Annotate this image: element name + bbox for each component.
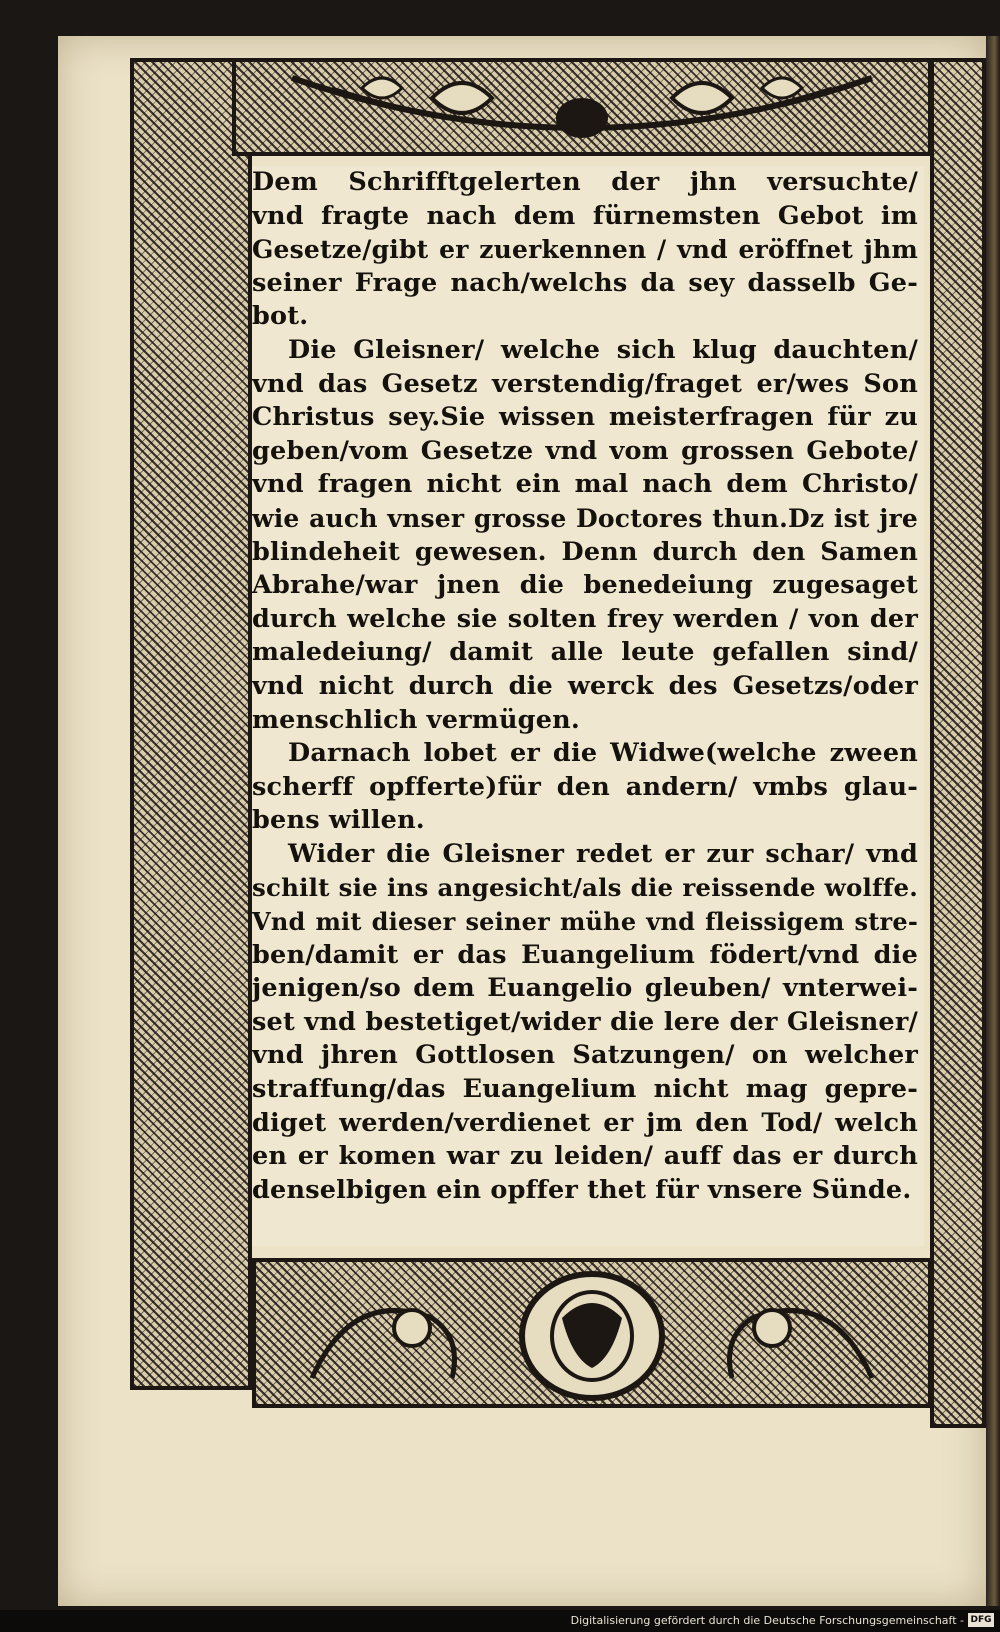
text-line: diget werden/verdienet er jm den Tod/ welch xyxy=(252,1107,918,1138)
text-line: Die Gleisner/ welche sich klug dauchten/ xyxy=(288,334,918,365)
text-line: maledeiung/ damit alle leute gefallen sind/ xyxy=(252,637,918,668)
digitization-credit: Digitalisierung gefördert durch die Deutsche Forschungsgemeinschaft - xyxy=(570,1614,964,1627)
text-line: scherff opfferte)für den andern/ vmbs glau- xyxy=(252,771,918,802)
text-line: menschlich vermügen. xyxy=(252,704,580,735)
text-line: vnd fragte nach dem fürnemsten Gebot im xyxy=(252,200,918,231)
text-column xyxy=(252,166,924,1246)
text-line: en er komen war zu leiden/ auff das er durch xyxy=(252,1141,918,1172)
text-line: Vnd mit dieser seiner mühe vnd fleissigem stre- xyxy=(252,907,918,937)
woodcut-border-right xyxy=(930,58,986,1428)
text-line: denselbigen ein opffer thet für vnsere Sünde. xyxy=(252,1174,912,1205)
text-line: durch welche sie solten frey werden / von der xyxy=(252,603,918,634)
text-line: bens willen. xyxy=(252,805,425,836)
text-line: schilt sie ins angesicht/als die reissende wolffe. xyxy=(252,873,918,903)
text-line: straffung/das Euangelium nicht mag gepre- xyxy=(252,1074,918,1105)
text-line: Darnach lobet er die Widwe(welche zween xyxy=(288,738,918,769)
text-line: Christus sey.Sie wissen meisterfragen für zu xyxy=(252,402,918,433)
text-line: ben/damit er das Euangelium födert/vnd die xyxy=(252,939,918,970)
woodcut-border-left xyxy=(130,58,252,1390)
bottom-ornament-illustration xyxy=(252,1258,932,1408)
text-line: seiner Frage nach/welchs da sey dasselb Ge- xyxy=(252,267,918,298)
text-line: blindeheit gewesen. Denn durch den Samen xyxy=(252,536,918,567)
text-line: Dem Schrifftgelerten der jhn versuchte/ xyxy=(252,167,918,197)
text-line: Wider die Gleisner redet er zur schar/ vnd xyxy=(288,838,918,869)
text-line: vnd jhren Gottlosen Satzungen/ on welcher xyxy=(252,1040,918,1071)
page-edge xyxy=(986,36,1000,1606)
text-line: jenigen/so dem Euangelio gleuben/ vnterwei- xyxy=(252,973,918,1004)
text-line: set vnd bestetiget/wider die lere der Gleisner/ xyxy=(252,1006,918,1037)
top-ornament-illustration xyxy=(232,58,932,156)
text-line: vnd fragen nicht ein mal nach dem Christo/ xyxy=(252,469,918,500)
dfg-logo-icon: DFG xyxy=(968,1613,994,1627)
text-line: vnd das Gesetz verstendig/fraget er/wes Son xyxy=(252,368,918,399)
text-line: bot. xyxy=(252,301,309,332)
text-line: wie auch vnser grosse Doctores thun.Dz ist jre xyxy=(252,503,918,533)
text-line: Gesetze/gibt er zuerkennen / vnd eröffnet jhm xyxy=(252,235,918,265)
text-line: vnd nicht durch die werck des Gesetzs/oder xyxy=(252,670,918,701)
text-line: Abrahe/war jnen die benedeiung zugesaget xyxy=(252,570,918,601)
text-line: geben/vom Gesetze vnd vom grossen Gebote/ xyxy=(252,435,918,466)
